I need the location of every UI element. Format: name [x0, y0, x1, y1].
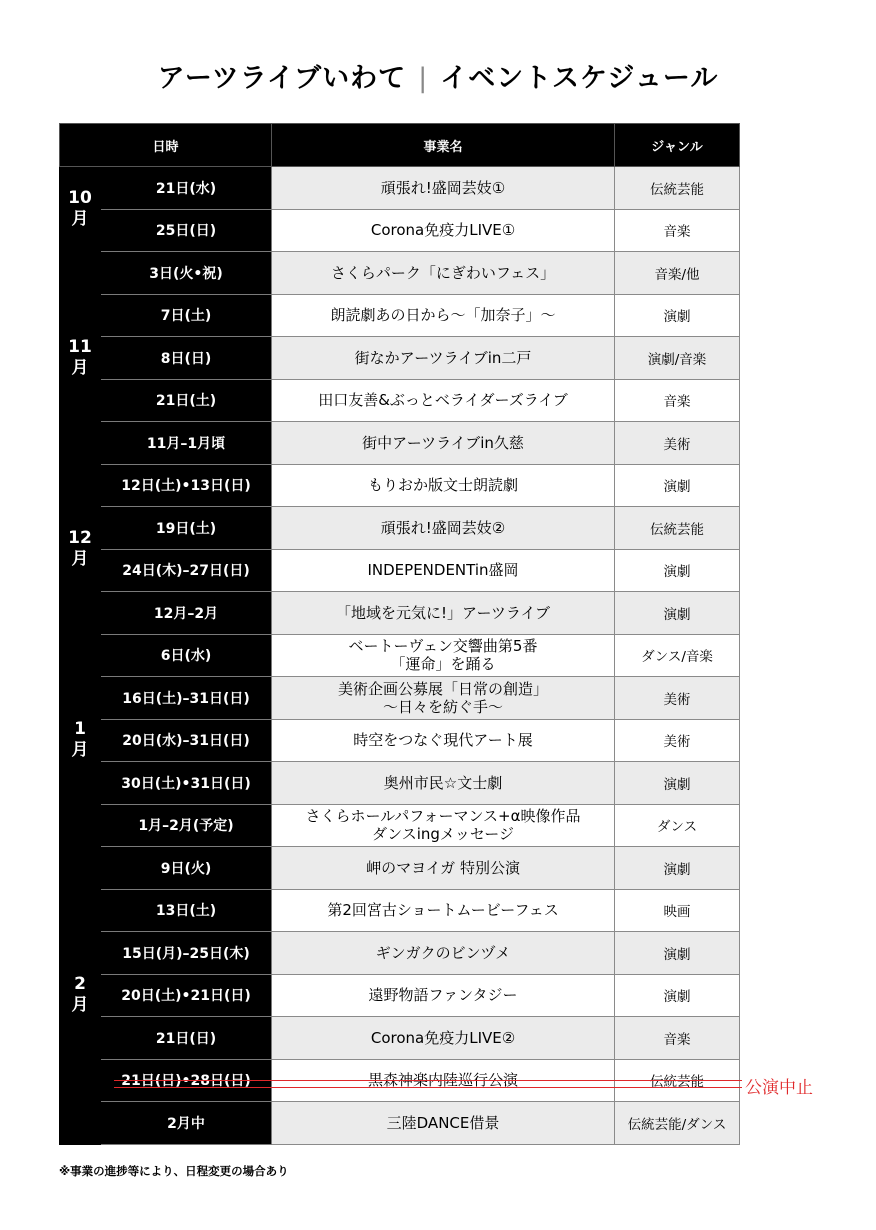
- table-row: [60, 294, 740, 337]
- header-datetime: 日時: [60, 124, 272, 167]
- event-name-cell: さくらホールパフォーマンス+α映像作品 ダンスingメッセージ: [272, 804, 615, 847]
- genre-cell: 音楽: [615, 379, 740, 422]
- event-name-cell: 黒森神楽内陸巡行公演: [272, 1059, 615, 1102]
- date-cell: 3日(火•祝): [101, 252, 272, 295]
- table-row: [60, 422, 740, 465]
- genre-cell: ダンス/音楽: [615, 634, 740, 677]
- table-row: [60, 719, 740, 762]
- date-cell: 25日(日): [101, 209, 272, 252]
- date-cell: 24日(木)–27日(日): [101, 549, 272, 592]
- date-cell: 21日(日)•28日(日): [101, 1059, 272, 1102]
- table-row: [60, 634, 740, 677]
- date-cell: 13日(土): [101, 889, 272, 932]
- table-row: [60, 1017, 740, 1060]
- genre-cell: 演劇: [615, 294, 740, 337]
- month-label: 10 月: [60, 167, 101, 252]
- month-label: 11 月: [60, 252, 101, 465]
- table-row: [60, 209, 740, 252]
- date-cell: 20日(土)•21日(日): [101, 974, 272, 1017]
- table-row: [60, 932, 740, 975]
- genre-cell: 演劇: [615, 847, 740, 890]
- event-name-cell: さくらパーク「にぎわいフェス」: [272, 252, 615, 295]
- genre-cell: 演劇: [615, 932, 740, 975]
- genre-cell: 音楽: [615, 209, 740, 252]
- title-right: イベントスケジュール: [440, 63, 719, 94]
- date-cell: 21日(土): [101, 379, 272, 422]
- month-label: 2 月: [60, 847, 101, 1145]
- event-name-cell: 頑張れ!盛岡芸妓②: [272, 507, 615, 550]
- genre-cell: 演劇: [615, 762, 740, 805]
- event-name-cell: Corona免疫力LIVE①: [272, 209, 615, 252]
- table-row: [60, 592, 740, 635]
- genre-cell: 伝統芸能/ダンス: [615, 1102, 740, 1145]
- header-genre: ジャンル: [615, 124, 740, 167]
- table-row: [60, 1102, 740, 1145]
- event-name-cell: 街中アーツライブin久慈: [272, 422, 615, 465]
- event-name-cell: ベートーヴェン交響曲第5番 「運命」を踊る: [272, 634, 615, 677]
- date-cell: 7日(土): [101, 294, 272, 337]
- date-cell: 12月–2月: [101, 592, 272, 635]
- event-name-cell: 奥州市民☆文士劇: [272, 762, 615, 805]
- table-row: [60, 507, 740, 550]
- date-cell: 30日(土)•31日(日): [101, 762, 272, 805]
- event-name-cell: 頑張れ!盛岡芸妓①: [272, 167, 615, 210]
- event-name-cell: 三陸DANCE借景: [272, 1102, 615, 1145]
- date-cell: 1月–2月(予定): [101, 804, 272, 847]
- table-row: [60, 379, 740, 422]
- event-name-cell: Corona免疫力LIVE②: [272, 1017, 615, 1060]
- month-label: 12 月: [60, 464, 101, 634]
- page-title: [0, 56, 876, 95]
- date-cell: 15日(月)–25日(木): [101, 932, 272, 975]
- schedule-body: [60, 167, 740, 1145]
- genre-cell: ダンス: [615, 804, 740, 847]
- genre-cell: 伝統芸能: [615, 1059, 740, 1102]
- date-cell: 21日(水): [101, 167, 272, 210]
- table-row: [60, 677, 740, 720]
- genre-cell: 演劇/音楽: [615, 337, 740, 380]
- genre-cell: 演劇: [615, 464, 740, 507]
- event-name-cell: 遠野物語ファンタジー: [272, 974, 615, 1017]
- table-row: [60, 1059, 740, 1102]
- date-cell: 11月–1月頃: [101, 422, 272, 465]
- table-row: [60, 167, 740, 210]
- event-name-cell: 岬のマヨイガ 特別公演: [272, 847, 615, 890]
- table-row: [60, 804, 740, 847]
- date-cell: 6日(水): [101, 634, 272, 677]
- event-name-cell: 街なかアーツライブin二戸: [272, 337, 615, 380]
- date-cell: 20日(水)–31日(日): [101, 719, 272, 762]
- table-row: [60, 464, 740, 507]
- event-name-cell: INDEPENDENTin盛岡: [272, 549, 615, 592]
- cancel-note: 公演中止: [745, 1078, 813, 1098]
- genre-cell: 演劇: [615, 549, 740, 592]
- table-row: [60, 337, 740, 380]
- table-header-row: [60, 124, 740, 167]
- event-name-cell: 時空をつなぐ現代アート展: [272, 719, 615, 762]
- table-row: [60, 549, 740, 592]
- date-cell: 2月中: [101, 1102, 272, 1145]
- event-name-cell: 第2回宮古ショートムービーフェス: [272, 889, 615, 932]
- footnote: ※事業の進捗等により、日程変更の場合あり: [59, 1164, 289, 1178]
- header-event: 事業名: [272, 124, 615, 167]
- date-cell: 16日(土)–31日(日): [101, 677, 272, 720]
- schedule-table: [59, 123, 740, 1145]
- table-row: [60, 252, 740, 295]
- table-row: [60, 889, 740, 932]
- table-row: [60, 847, 740, 890]
- genre-cell: 演劇: [615, 974, 740, 1017]
- table-row: [60, 762, 740, 805]
- table-row: [60, 974, 740, 1017]
- event-name-cell: 「地域を元気に!」アーツライブ: [272, 592, 615, 635]
- title-left: アーツライブいわて: [157, 63, 407, 94]
- event-name-cell: 美術企画公募展「日常の創造」 ～日々を紡ぐ手～: [272, 677, 615, 720]
- genre-cell: 伝統芸能: [615, 167, 740, 210]
- genre-cell: 音楽: [615, 1017, 740, 1060]
- date-cell: 21日(日): [101, 1017, 272, 1060]
- genre-cell: 美術: [615, 719, 740, 762]
- event-name-cell: ギンガクのビンヅメ: [272, 932, 615, 975]
- genre-cell: 映画: [615, 889, 740, 932]
- date-cell: 9日(火): [101, 847, 272, 890]
- month-label: 1 月: [60, 634, 101, 847]
- date-cell: 8日(日): [101, 337, 272, 380]
- date-cell: 12日(土)•13日(日): [101, 464, 272, 507]
- event-name-cell: 朗読劇あの日から～「加奈子」～: [272, 294, 615, 337]
- genre-cell: 美術: [615, 677, 740, 720]
- genre-cell: 音楽/他: [615, 252, 740, 295]
- genre-cell: 演劇: [615, 592, 740, 635]
- event-name-cell: もりおか版文士朗読劇: [272, 464, 615, 507]
- date-cell: 19日(土): [101, 507, 272, 550]
- genre-cell: 美術: [615, 422, 740, 465]
- title-separator: |: [418, 63, 429, 94]
- genre-cell: 伝統芸能: [615, 507, 740, 550]
- event-name-cell: 田口友善&ぶっとベライダーズライブ: [272, 379, 615, 422]
